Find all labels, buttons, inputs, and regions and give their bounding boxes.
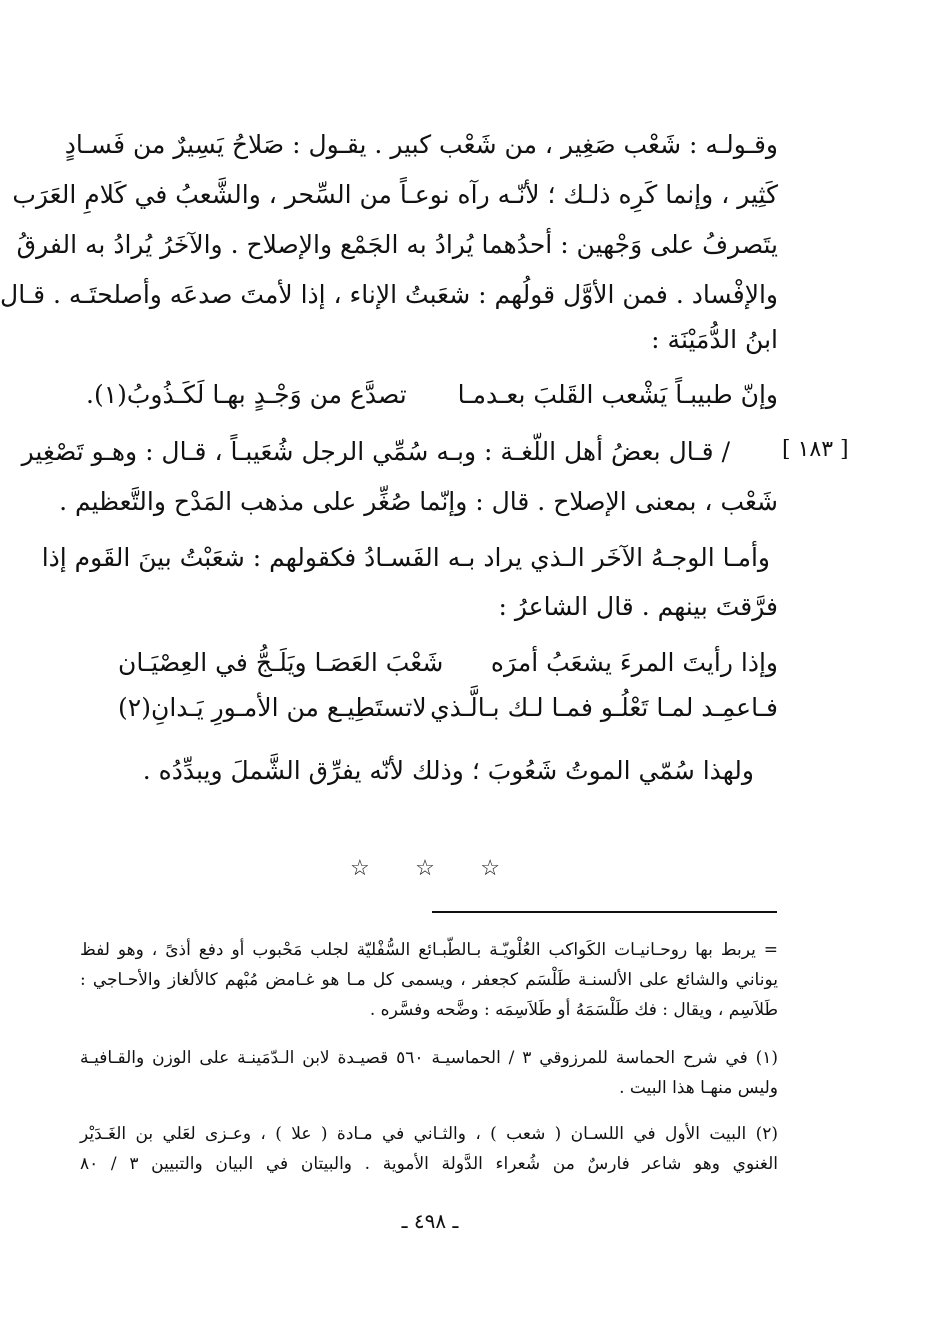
body-line: ابنُ الدُّمَيْنَة : <box>651 325 778 354</box>
star-icon: ☆ <box>415 856 435 881</box>
section-separator <box>350 856 500 881</box>
margin-page-reference: [ ١٨٣ ] <box>782 437 849 462</box>
body-line: / قـال بعضُ أهل اللّغـة : وبـه سُمِّي الرجل شُعَيبـاً ، قـال : وهـو تَصْغِير <box>21 437 730 466</box>
star-icon: ☆ <box>350 856 370 881</box>
footnote-1: وليس منهـا هذا البيت . <box>619 1078 778 1098</box>
body-line: شَعْب ، بمعنى الإصلاح . قال : وإنّما صُغِّر على مذهب المَدْح والتَّعظيم . <box>59 487 778 516</box>
star-icon: ☆ <box>480 856 500 881</box>
closing-line: ولهذا سُمّي الموتُ شَعُوبَ ؛ وذلك لأنّه يفرِّق الشَّملَ ويبدِّدُه . <box>142 756 754 785</box>
body-line: يتَصرفُ على وَجْهين : أحدُهما يُرادُ به الجَمْع والإصلاح . والآخَرُ يُرادُ به الفرقُ <box>16 230 778 259</box>
footnote-2: الغنوي وهو شاعر فارسٌ من شُعراء الدَّولة الأموية . والبيتان في البيان والتبيين ٣ / ٨٠ <box>80 1154 778 1174</box>
body-line: فرَّقتَ بينهم . قال الشاعرُ : <box>498 592 778 621</box>
footnote-line: يوناني والشائع على الألسنـة طَلْسَم كجعفر ، ويسمى كل مـا هو غـامض مُبْهم كالألغاز والأحـاجي : <box>80 970 778 990</box>
footnote-2: (٢) البيت الأول في اللسـان ( شعب ) ، والثـاني في مـادة ( علا ) ، وعـزى لعَلي بن الغَـدَيْر <box>80 1124 778 1144</box>
verse-first-hemistich: فـاعمِـد لمـا تَعْلُـو فمـا لـك بـالَّـذي <box>430 693 778 722</box>
verse-first-hemistich: وإذا رأيتَ المرءَ يشعَبُ أمرَه <box>490 648 778 677</box>
footnote-line: طَلاَسِم ، ويقال : فك طَلْسَمَهُ أو طَلاَسِمَه : وضَّحه وفسَّره . <box>369 1000 778 1020</box>
body-line: كَثِير ، وإنما كَرِه ذلـك ؛ لأنّـه رآه نوعـاً من السِّحر ، والشَّعبُ في كَلامِ العَرَب <box>12 180 778 209</box>
verse-second-hemistich: شَعْبَ العَصَـا ويَلَـجُّ في العِصْيَـان <box>118 648 444 677</box>
body-line: وأمـا الوجـهُ الآخَر الـذي يراد بـه الفَسـادُ فكقولهم : شعَبْتُ بينَ القَوم إذا <box>41 543 770 572</box>
body-line: وقـولـه : شَعْب صَغِير ، من شَعْب كبير . يقـول : صَلاحُ يَسِيرٌ من فَسـادٍ <box>64 130 778 159</box>
verse-second-hemistich: لاتستَطِيـع من الأمـورِ يَـدانِ(٢) <box>118 693 427 722</box>
body-line: والإفْساد . فمن الأوَّل قولُهم : شعَبتُ الإناء ، إذا لأمتَ صدعَه وأصلحتَـه . قـال <box>0 280 778 309</box>
footnote-1: (١) في شرح الحماسة للمرزوقي ٣ / الحماسيـة ٥٦٠ قصيـدة لابن الـدّمَينـة على الوزن والقـافيـة <box>80 1048 778 1068</box>
page-number: ـ ٤٩٨ ـ <box>401 1209 459 1233</box>
footnote-line: = يربط بها روحـانيـات الكَواكب العُلْويّـة بـالطّبـائع السُّفْليّة لجلب مَحْبوب أو دفع أذىً ، وهو لفظ <box>80 940 778 960</box>
verse-first-hemistich: وإنّ طبيبـاً يَشْعب القَلبَ بعـدمـا <box>457 380 778 409</box>
footnote-divider <box>432 911 777 913</box>
verse-second-hemistich: تصدَّع من وَجْـدٍ بهـا لَكَـذُوبُ(١). <box>86 380 407 409</box>
